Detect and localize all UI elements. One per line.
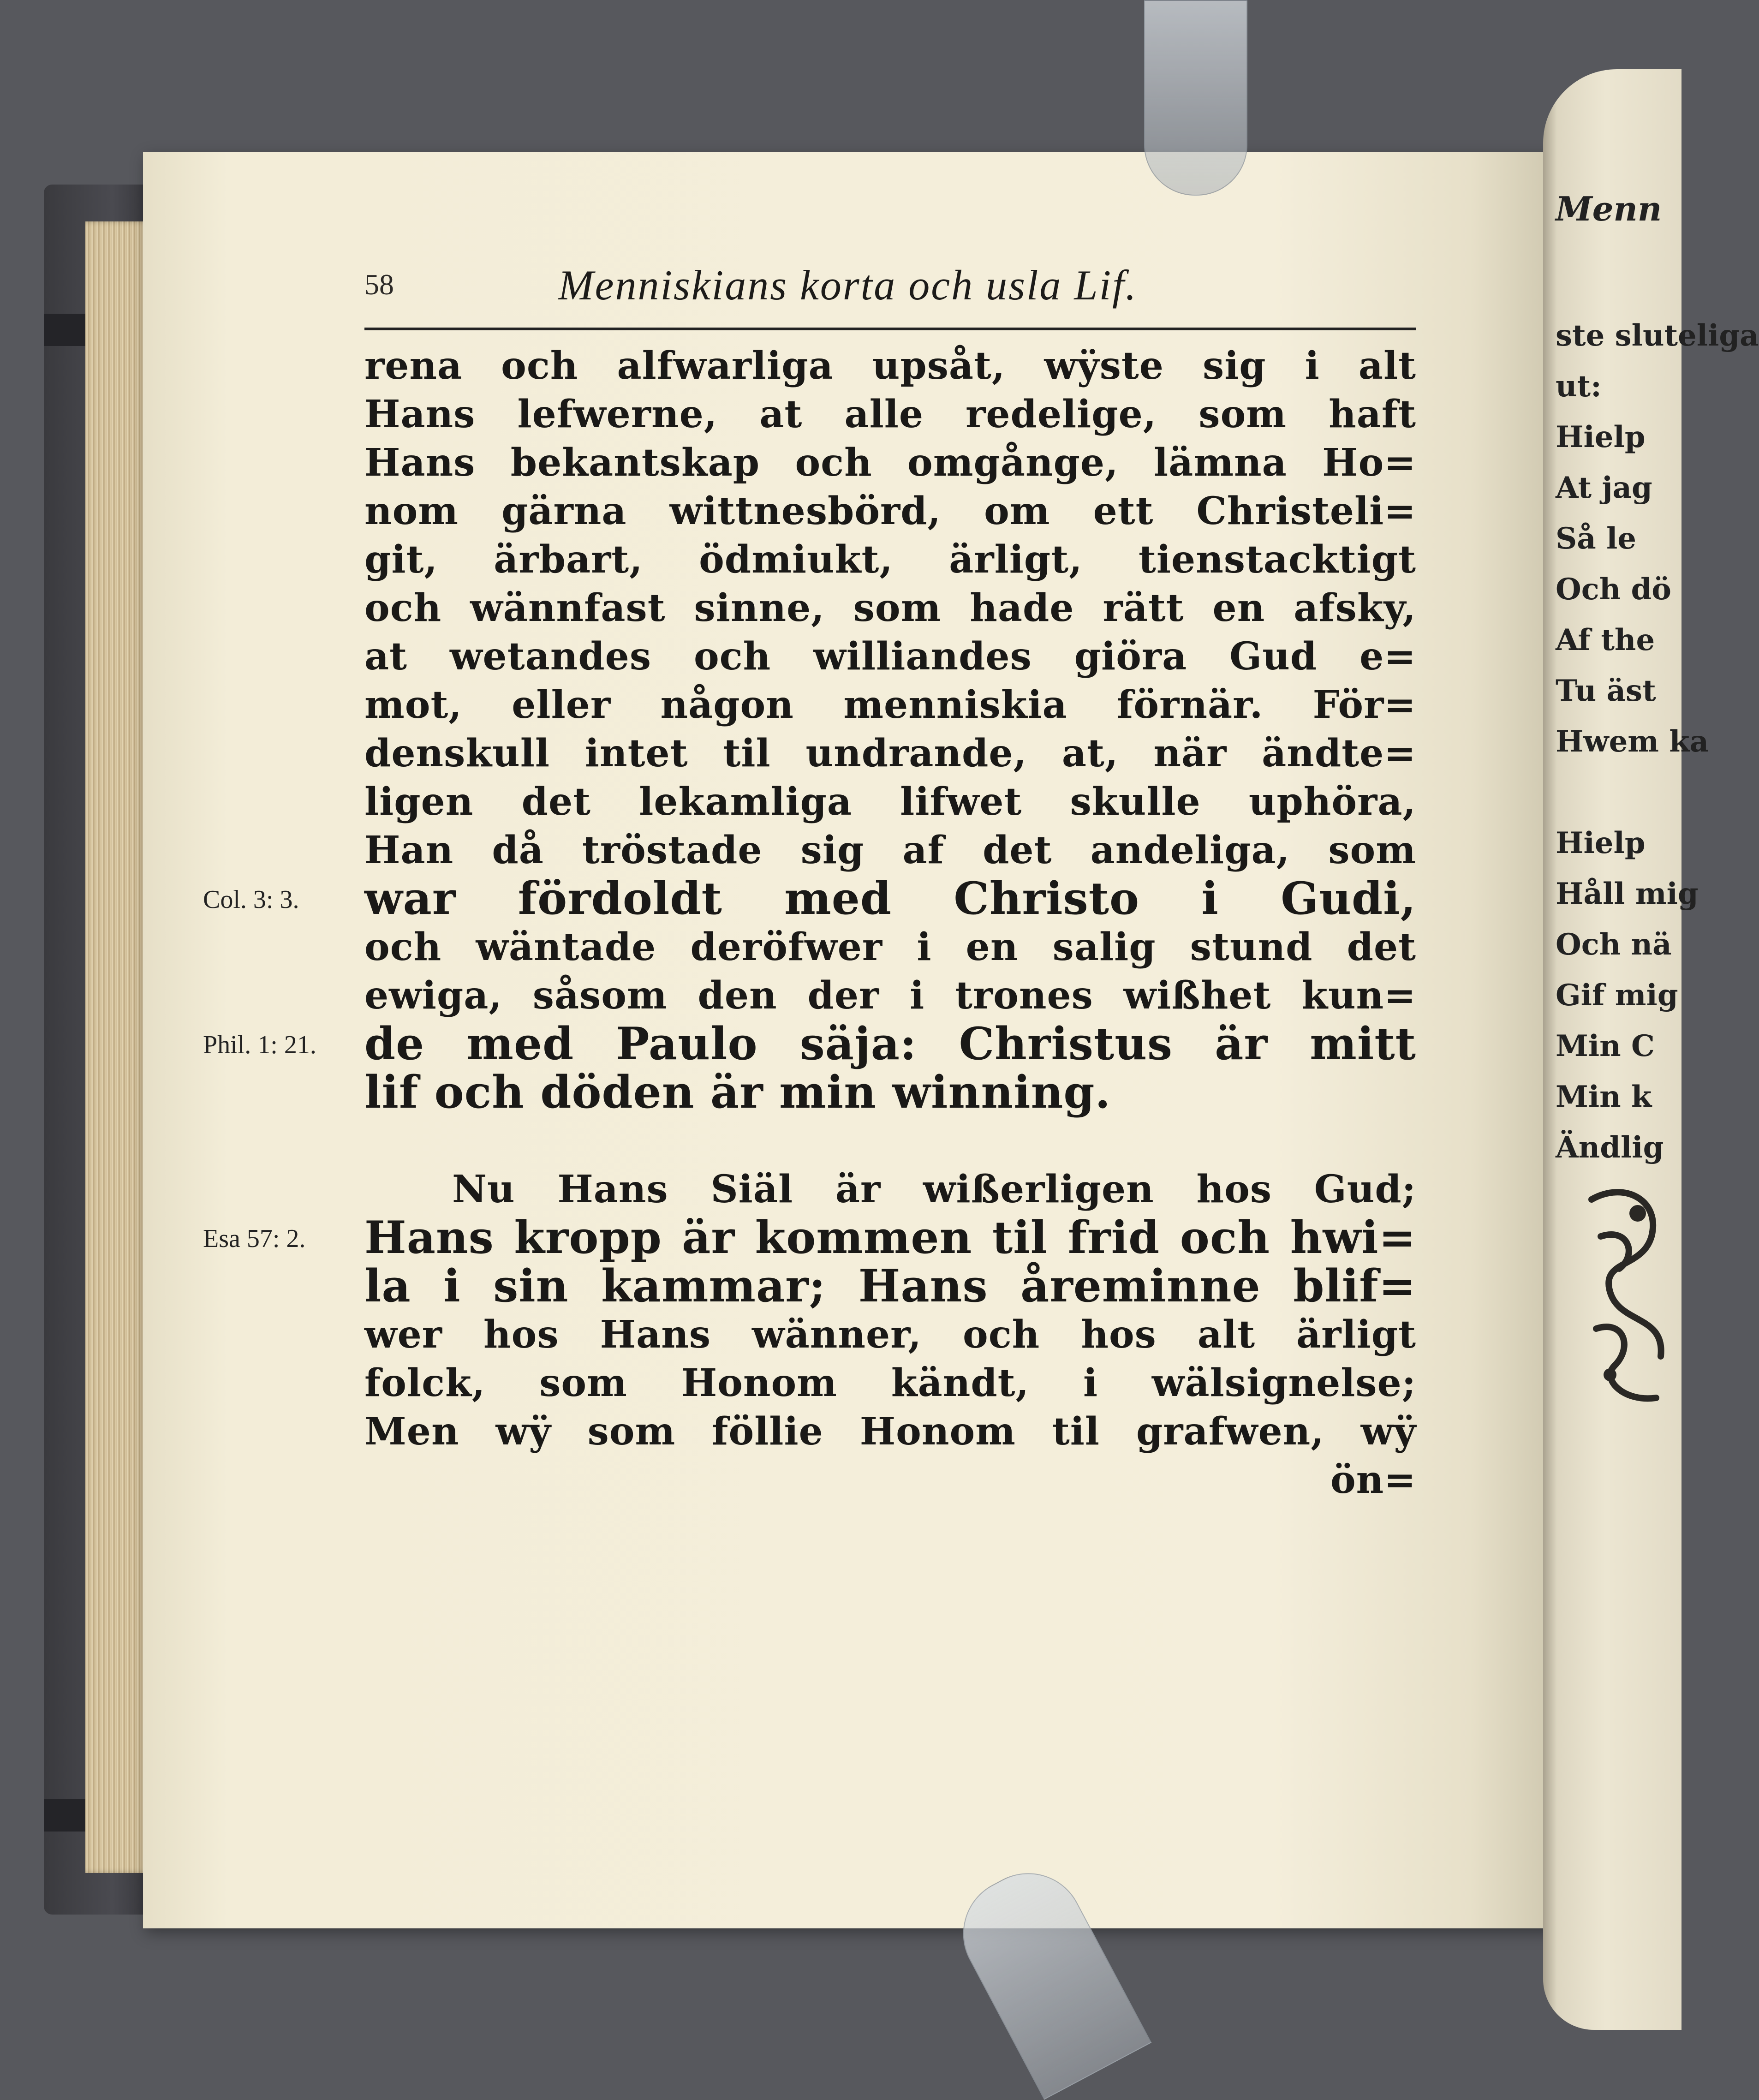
text-line bbox=[364, 1119, 1416, 1163]
text-line: och wäntade deröfwer i en salig stund det bbox=[364, 925, 1416, 969]
facing-page-line: Hielp bbox=[1556, 420, 1646, 454]
facing-page-line: Min k bbox=[1556, 1080, 1652, 1114]
facing-page-line: Och nä bbox=[1556, 927, 1672, 962]
facing-page-line: Och dö bbox=[1556, 572, 1671, 607]
margin-reference: Col. 3: 3. bbox=[203, 885, 299, 914]
text-line: denskull intet til undrande, at, när ändte= bbox=[364, 731, 1416, 776]
page-edges bbox=[85, 221, 150, 1873]
facing-page-line: Hwem ka bbox=[1556, 724, 1709, 759]
text-line: war fördoldt med Christo i Gudi, bbox=[364, 872, 1416, 925]
facing-page-line: Af the bbox=[1556, 623, 1655, 657]
facing-page-line: At jag bbox=[1556, 471, 1652, 505]
page-number: 58 bbox=[364, 268, 394, 301]
text-line: la i sin kammar; Hans åreminne blif= bbox=[364, 1260, 1416, 1312]
facing-page-line: ut: bbox=[1556, 369, 1602, 404]
text-line: git, ärbart, ödmiukt, ärligt, tienstacktigt bbox=[364, 537, 1416, 582]
text-line: ligen det lekamliga lifwet skulle uphöra, bbox=[364, 780, 1416, 824]
text-line: Hans kropp är kommen til frid och hwi= bbox=[364, 1211, 1416, 1264]
facing-page-line: Hielp bbox=[1556, 826, 1646, 860]
facing-page-line: Så le bbox=[1556, 521, 1636, 556]
facing-page-line: Gif mig bbox=[1556, 978, 1678, 1013]
facing-page-line: Min C bbox=[1556, 1029, 1655, 1063]
text-line: mot, eller någon menniskia förnär. För= bbox=[364, 683, 1416, 727]
text-line: wer hos Hans wänner, och hos alt ärligt bbox=[364, 1312, 1416, 1357]
facing-page-line: Tu äst bbox=[1556, 674, 1656, 708]
text-line: at wetandes och williandes giöra Gud e= bbox=[364, 634, 1416, 679]
text-line: Hans lefwerne, at alle redelige, som haft bbox=[364, 392, 1416, 436]
text-line: ewiga, såsom den der i trones wißhet kun= bbox=[364, 973, 1416, 1018]
margin-reference: Esa 57: 2. bbox=[203, 1224, 306, 1253]
text-line: Han då tröstade sig af det andeliga, som bbox=[364, 828, 1416, 872]
ornament-woodcut bbox=[1582, 1181, 1670, 1421]
page-clip bbox=[1144, 0, 1247, 196]
text-line: Hans bekantskap och omgånge, lämna Ho= bbox=[364, 441, 1416, 485]
text-line: rena och alfwarliga upsåt, wÿste sig i alt bbox=[364, 344, 1416, 388]
text-line: folck, som Honom kändt, i wälsignelse; bbox=[364, 1361, 1416, 1405]
text-line: nom gärna wittnesbörd, om ett Christeli= bbox=[364, 489, 1416, 533]
text-line: de med Paulo säja: Christus är mitt bbox=[364, 1018, 1416, 1070]
running-title: Menniskians korta och usla Lif. bbox=[558, 262, 1138, 309]
text-line: och wännfast sinne, som hade rätt en afsky, bbox=[364, 586, 1416, 630]
text-line: Men wÿ som föllie Honom til grafwen, wÿ bbox=[364, 1409, 1416, 1454]
text-line: Nu Hans Siäl är wißerligen hos Gud; bbox=[452, 1167, 1416, 1211]
text-line: lif och döden är min winning. bbox=[364, 1066, 1111, 1118]
page-header bbox=[364, 249, 1416, 330]
margin-reference: Phil. 1: 21. bbox=[203, 1031, 316, 1059]
facing-page-header: Menn bbox=[1556, 189, 1662, 228]
text-line: ön= bbox=[1330, 1458, 1416, 1502]
facing-page-line: Ändlig bbox=[1556, 1130, 1664, 1165]
facing-page-line: Håll mig bbox=[1556, 877, 1699, 911]
facing-page-line: ste sluteliga bbox=[1556, 318, 1759, 353]
